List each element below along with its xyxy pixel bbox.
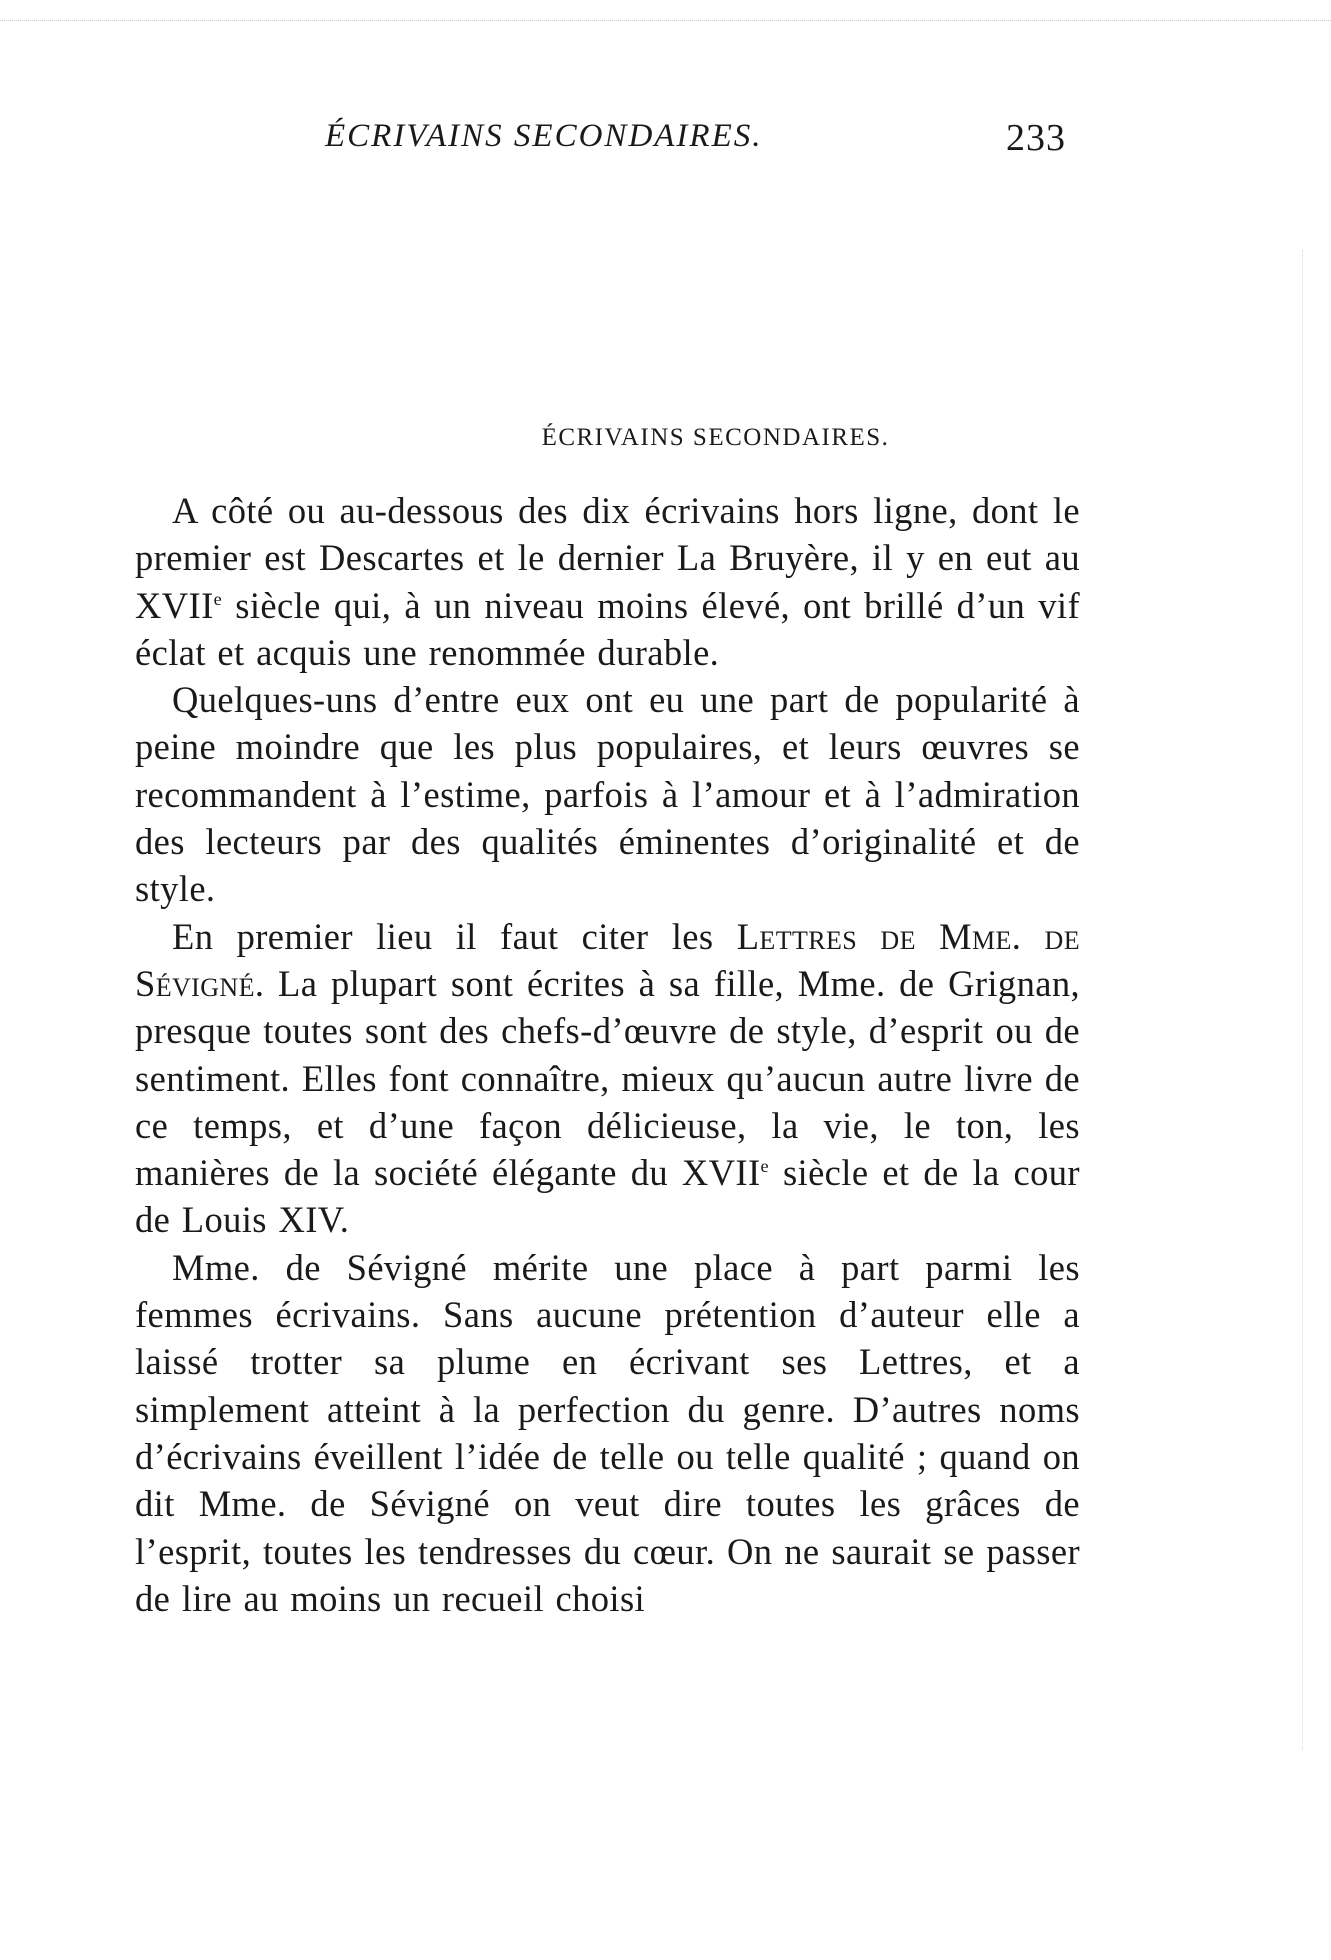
paragraph-3-smallcaps-title: Lettres de Mme. de Sévigné.	[135, 915, 1081, 1004]
paragraph-1	[135, 487, 1080, 676]
paragraph-3-part3: siècle et de la cour de Louis XIV.	[135, 1152, 1080, 1241]
running-title: ÉCRIVAINS SECONDAIRES.	[325, 118, 763, 154]
paragraph-3	[135, 913, 1080, 1244]
running-head	[135, 118, 1080, 168]
paragraph-4: Mme. de Sévigné mérite une place à part parmi les femmes écrivains. Sans aucune prétention d’auteur elle a laissé trotter sa plume en écrivant ses Lettres, et a simplement atteint à la perfection du genre. D’autres noms d’écrivains éveillent l’idée de telle ou telle qualité ; quand on dit Mme. de Sévigné on veut dire toutes les grâces de l’esprit, toutes les tendresses du cœur. On ne saurait se passer de lire au moins un recueil choisi	[135, 1246, 1080, 1619]
paragraph-2: Quelques-uns d’entre eux ont eu une part de popularité à peine moindre que les plus populaires, et leurs œuvres se recommandent à l’estime, parfois à l’amour et à l’admiration des lecteurs par des qualités éminentes d’originalité et de style.	[135, 679, 1080, 910]
paragraph-1-part2: siècle qui, à un niveau moins élevé, ont brillé d’un vif éclat et acquis une renommée durable.	[135, 584, 1080, 673]
body-text	[135, 487, 1080, 1622]
scan-edge-right	[1302, 250, 1303, 1750]
section-heading: ÉCRIVAINS SECONDAIRES.	[541, 424, 890, 451]
paragraph-1-part1: A côté ou au-dessous des dix écrivains hors ligne, dont le premier est Descartes et le dernier La Bruyère, il y en eut au XVII	[135, 490, 1080, 626]
scan-edge-top	[0, 20, 1331, 21]
paragraph-3-sup: e	[760, 1156, 770, 1176]
paragraph-3-part2: La plupart sont écrites à sa fille, Mme. de Grignan, presque toutes sont des chefs-d’œuvre de style, d’esprit ou de sentiment. Elles font connaître, mieux qu’aucun autre livre de ce temps, et d’une façon délicieuse, la vie, le ton, les manières de la société élégante du XVII	[135, 962, 1080, 1194]
page-number: 233	[1006, 117, 1066, 159]
paragraph-1-sup: e	[213, 588, 223, 609]
paragraph-3-part1: En premier lieu il faut citer les	[172, 915, 737, 957]
